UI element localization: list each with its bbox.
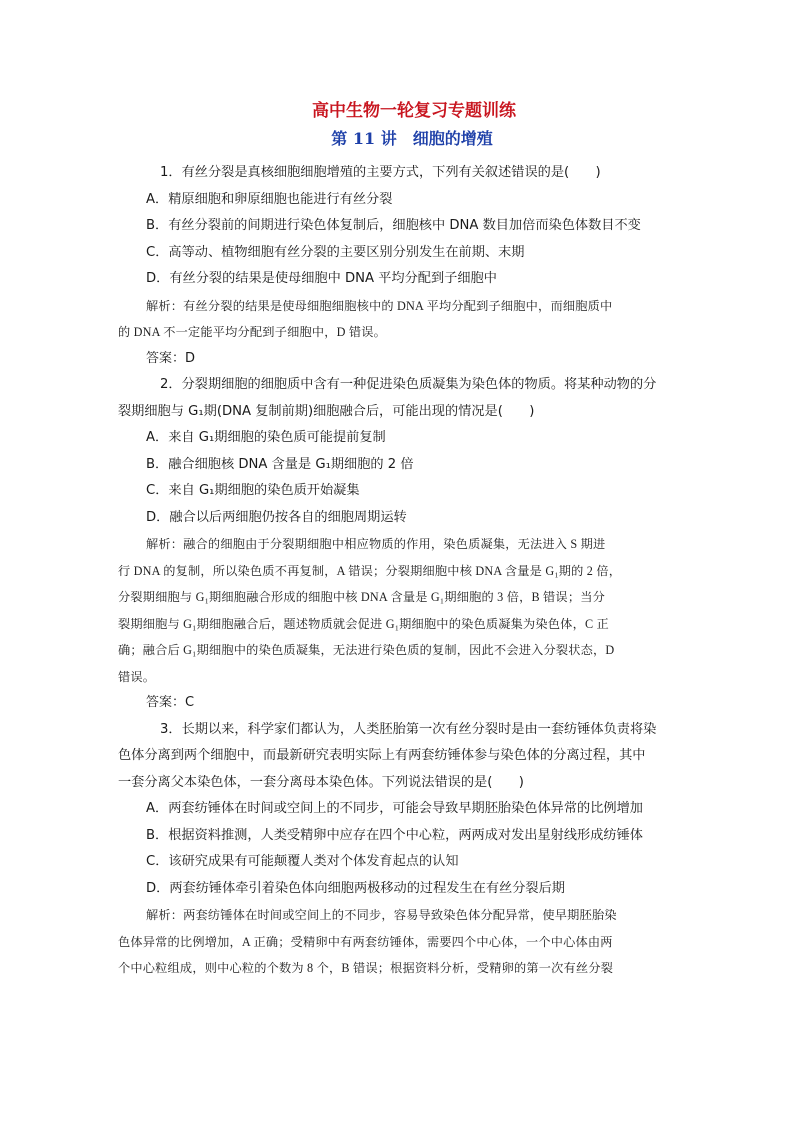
question-2-option-c: C．来自 G₁期细胞的染色质开始凝集: [146, 483, 360, 498]
question-2-option-b: B．融合细胞核 DNA 含量是 G₁期细胞的 2 倍: [146, 456, 414, 472]
question-3: [118, 717, 678, 982]
question-1-stem: 1．有丝分裂是真核细胞细胞增殖的主要方式，下列有关叙述错误的是( ): [160, 165, 601, 180]
question-2-analysis-line-4: 裂期细胞与 G₁期细胞融合后，题述物质就会促进 G₁期细胞中的染色质凝集为染色体，C 正: [118, 616, 609, 631]
question-2-option-d: D．融合以后两细胞仍按各自的细胞周期运转: [146, 509, 407, 525]
question-2-analysis-line-5: 确；融合后 G₁期细胞中的染色质凝集，无法进行染色质的复制，因此不会进入分裂状态，D: [118, 643, 615, 657]
question-2-analysis-line-6: 错误。: [118, 669, 156, 684]
question-2-answer: 答案：C: [146, 695, 195, 710]
question-3-analysis-line-2: 色体异常的比例增加，A 正确；受精卵中有两套纺锤体，需要四个中心体，一个中心体由两: [118, 934, 613, 949]
question-2-analysis-line-2: 行 DNA 的复制，所以染色质不再复制，A 错误；分裂期细胞中核 DNA 含量是 G₁期的 2 倍，: [118, 563, 622, 578]
question-2-analysis-line-3: 分裂期细胞与 G₁期细胞融合形成的细胞中核 DNA 含量是 G₁期细胞的 3 倍，B 错误；当分: [118, 590, 605, 604]
question-3-stem-line-1: 3．长期以来，科学家们都认为，人类胚胎第一次有丝分裂时是由一套纺锤体负责将染: [160, 721, 657, 737]
question-3-stem-line-2: 色体分离到两个细胞中，而最新研究表明实际上有两套纺锤体参与染色体的分离过程，其中: [118, 748, 646, 763]
question-3-analysis-line-1: 解析：两套纺锤体在时间或空间上的不同步，容易导致染色体分配异常，使早期胚胎染: [146, 908, 617, 922]
lesson-title: 第 11 讲 细胞的增殖: [331, 129, 493, 148]
question-3-option-a: A．两套纺锤体在时间或空间上的不同步，可能会导致早期胚胎染色体异常的比例增加: [146, 801, 643, 816]
question-3-option-d: D．两套纺锤体牵引着染色体向细胞两极移动的过程发生在有丝分裂后期: [146, 880, 565, 896]
question-3-analysis-line-3: 个中心粒组成，则中心粒的个数为 8 个，B 错误；根据资料分析，受精卵的第一次有丝分裂: [118, 961, 614, 975]
question-2-stem-line-1: 2．分裂期细胞的细胞质中含有一种促进染色质凝集为染色体的物质。将某种动物的分: [160, 377, 657, 392]
question-1-analysis-line-1: 解析：有丝分裂的结果是使母细胞细胞核中的 DNA 平均分配到子细胞中，而细胞质中: [146, 298, 613, 313]
question-1-option-a: A．精原细胞和卵原细胞也能进行有丝分裂: [146, 191, 393, 207]
question-1-answer: 答案：D: [146, 350, 196, 366]
question-1-option-b: B．有丝分裂前的间期进行染色体复制后，细胞核中 DNA 数目加倍而染色体数目不变: [146, 218, 641, 233]
question-2-analysis-line-1: 解析：融合的细胞由于分裂期细胞中相应物质的作用，染色质凝集，无法进入 S 期进: [146, 537, 606, 551]
question-3-option-b: B．根据资料推测，人类受精卵中应存在四个中心粒，两两成对发出星射线形成纺锤体: [146, 827, 643, 843]
question-2-stem-line-2: 裂期细胞与 G₁期(DNA 复制前期)细胞融合后，可能出现的情况是( ): [118, 403, 535, 419]
question-3-option-c: C．该研究成果有可能颠覆人类对个体发育起点的认知: [146, 854, 459, 869]
question-1-option-d: D．有丝分裂的结果是使母细胞中 DNA 平均分配到子细胞中: [146, 271, 497, 286]
document-content: [118, 101, 678, 982]
question-2-option-a: A．来自 G₁期细胞的染色质可能提前复制: [146, 430, 386, 445]
question-1-analysis-line-2: 的 DNA 不一定能平均分配到子细胞中，D 错误。: [118, 325, 387, 339]
question-1: [118, 160, 678, 372]
question-1-option-c: C．高等动、植物细胞有丝分裂的主要区别分别发生在前期、末期: [146, 244, 525, 260]
question-3-stem-line-3: 一套分离父本染色体，一套分离母本染色体。下列说法错误的是( ): [118, 774, 524, 790]
document-title: 高中生物一轮复习专题训练: [312, 101, 516, 121]
question-2: [118, 372, 678, 717]
